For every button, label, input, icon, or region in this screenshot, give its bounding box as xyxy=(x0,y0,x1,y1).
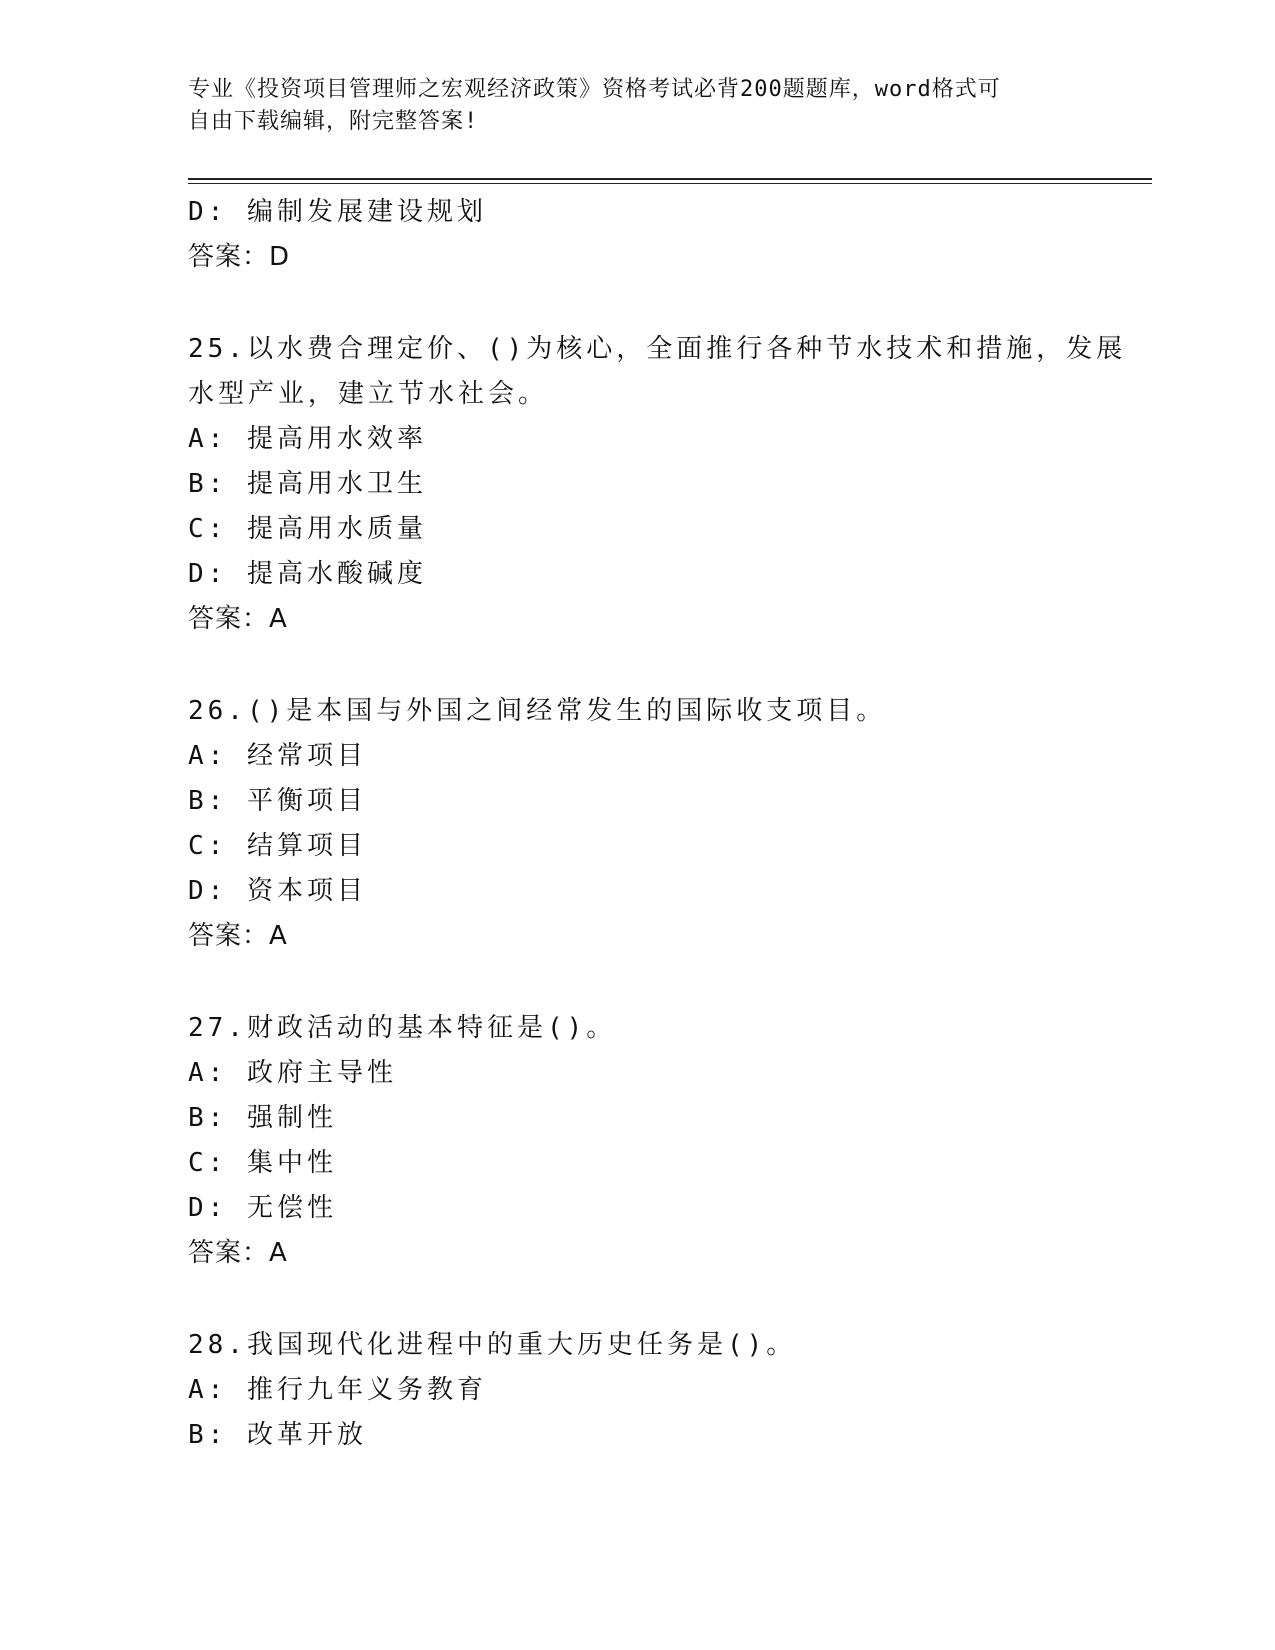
question-text-continued: 水型产业，建立节水社会。 xyxy=(188,379,549,409)
header-title-line-1: 专业《投资项目管理师之宏观经济政策》资格考试必背200题题库，word格式可 xyxy=(188,77,1001,102)
spacer xyxy=(188,1276,1088,1323)
header-title-line-2: 自由下载编辑，附完整答案! xyxy=(188,109,479,134)
answer-label: 答案：A xyxy=(188,921,288,951)
header-divider xyxy=(188,178,1152,184)
option-b: B: 平衡项目 xyxy=(188,786,367,816)
option-c: C: 集中性 xyxy=(188,1148,337,1178)
option-b: B: 改革开放 xyxy=(188,1420,367,1450)
question-text: 28.我国现代化进程中的重大历史任务是()。 xyxy=(188,1330,797,1360)
option-d: D: 资本项目 xyxy=(188,876,367,906)
question-content xyxy=(188,190,1127,1458)
option-a: A: 提高用水效率 xyxy=(188,424,427,454)
option-a: A: 经常项目 xyxy=(188,741,367,771)
option-b: B: 提高用水卫生 xyxy=(188,469,427,499)
option-d: D: 无偿性 xyxy=(188,1193,337,1223)
question-28 xyxy=(188,1323,1088,1458)
option-d: D: 编制发展建设规划 xyxy=(188,197,487,227)
question-26 xyxy=(188,689,1088,959)
spacer xyxy=(188,959,1088,1006)
spacer xyxy=(188,280,1088,327)
spacer xyxy=(188,642,1088,689)
question-text: 25.以水费合理定价、()为核心，全面推行各种节水技术和措施，发展 xyxy=(188,334,1127,364)
option-c: C: 结算项目 xyxy=(188,831,367,861)
answer-label: 答案：A xyxy=(188,604,288,634)
option-a: A: 推行九年义务教育 xyxy=(188,1375,487,1405)
answer-label: 答案：D xyxy=(188,242,291,272)
option-a: A: 政府主导性 xyxy=(188,1058,397,1088)
question-text: 27.财政活动的基本特征是()。 xyxy=(188,1013,617,1043)
option-c: C: 提高用水质量 xyxy=(188,514,427,544)
question-25 xyxy=(188,327,1127,642)
option-d: D: 提高水酸碱度 xyxy=(188,559,427,589)
page-header xyxy=(188,74,1068,138)
answer-label: 答案：A xyxy=(188,1238,288,1268)
question-27 xyxy=(188,1006,1088,1276)
question-text: 26.()是本国与外国之间经常发生的国际收支项目。 xyxy=(188,696,887,726)
option-b: B: 强制性 xyxy=(188,1103,337,1133)
